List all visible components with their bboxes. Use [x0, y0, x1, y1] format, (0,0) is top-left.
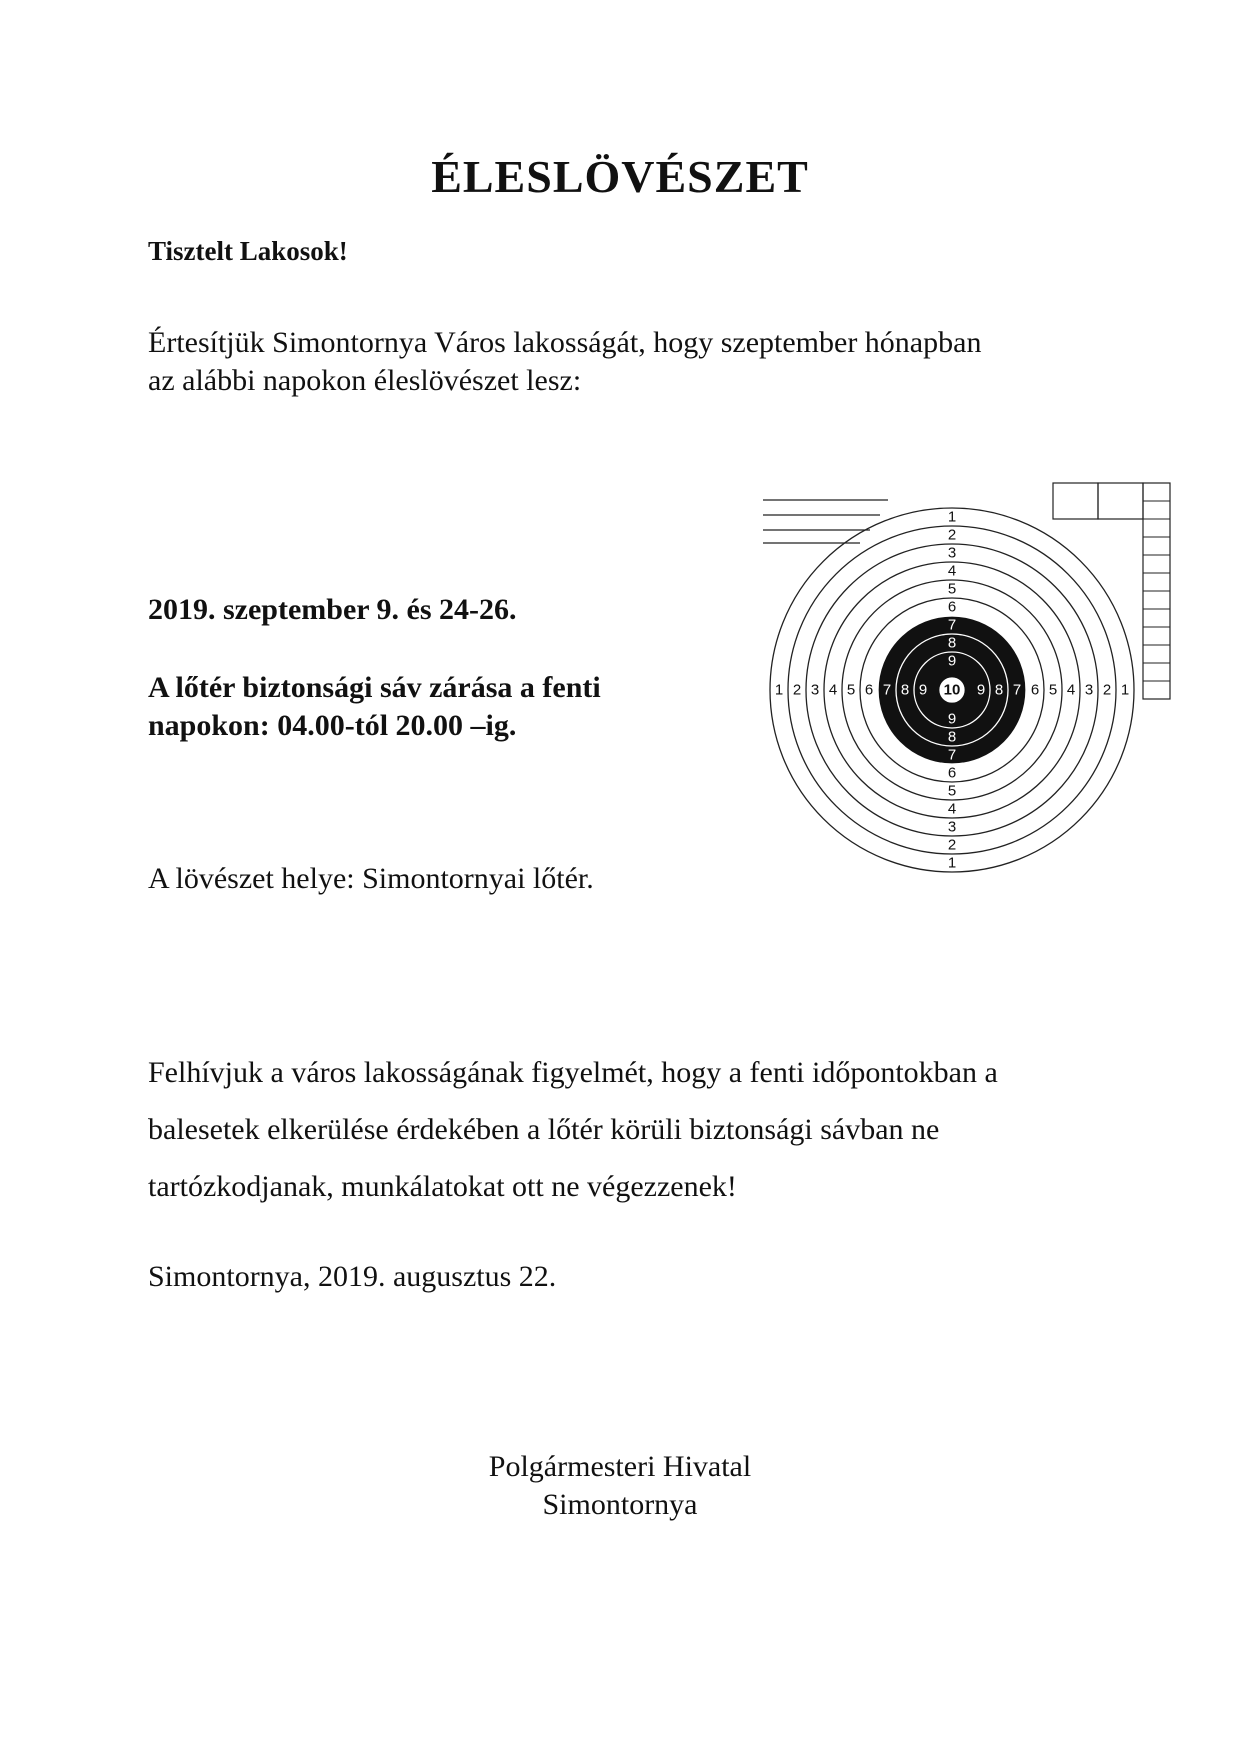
closure-notice	[148, 669, 601, 745]
target-ring-number: 4	[828, 681, 838, 699]
target-ring-number: 9	[918, 681, 928, 699]
closure-line: A lőtér biztonsági sáv zárása a fenti	[148, 671, 601, 704]
target-ring-number: 6	[947, 598, 957, 616]
target-ring-number: 2	[792, 681, 802, 699]
target-ring-number: 1	[1120, 681, 1130, 699]
target-ring-number: 2	[947, 526, 957, 544]
target-ring-number: 5	[947, 580, 957, 598]
target-ring-number: 1	[947, 508, 957, 526]
warning-line: balesetek elkerülése érdekében a lőtér körüli biztonsági sávban ne	[148, 1113, 940, 1146]
target-ring-number: 6	[947, 764, 957, 782]
target-ring-number: 4	[947, 800, 957, 818]
target-ring-number: 5	[947, 782, 957, 800]
target-ring-number: 1	[947, 854, 957, 872]
target-ring-number: 6	[1030, 681, 1040, 699]
target-ring-number: 3	[810, 681, 820, 699]
target-ring-number: 5	[1048, 681, 1058, 699]
score-box	[1053, 483, 1098, 519]
target-ring-number: 8	[994, 681, 1004, 699]
shooting-dates: 2019. szeptember 9. és 24-26.	[148, 593, 517, 626]
target-ring-number: 6	[864, 681, 874, 699]
target-ring-number: 4	[947, 562, 957, 580]
intro-line: Értesítjük Simontornya Város lakosságát, hogy szeptember hónapban	[148, 326, 982, 359]
target-ring-number: 7	[947, 746, 957, 764]
target-ring-number: 9	[976, 681, 986, 699]
target-ring-number: 1	[774, 681, 784, 699]
signature-block	[0, 1448, 1240, 1524]
target-ring-number: 10	[943, 681, 961, 699]
target-ring-number: 5	[846, 681, 856, 699]
score-box	[1098, 483, 1143, 519]
target-ring-number: 8	[947, 728, 957, 746]
warning-line: tartózkodjanak, munkálatokat ott ne végezzenek!	[148, 1170, 737, 1203]
shooting-target-icon	[760, 480, 1190, 880]
warning-paragraph	[148, 1044, 998, 1215]
target-ring-number: 3	[947, 544, 957, 562]
greeting: Tisztelt Lakosok!	[148, 236, 348, 266]
shooting-location: A lövészet helye: Simontornyai lőtér.	[148, 862, 594, 895]
warning-line: Felhívjuk a város lakosságának figyelmét, hogy a fenti időpontokban a	[148, 1056, 998, 1089]
page-title: ÉLESLÖVÉSZET	[431, 151, 809, 202]
place-and-date: Simontornya, 2019. augusztus 22.	[148, 1260, 557, 1293]
target-ring-number: 7	[882, 681, 892, 699]
target-ring-number: 8	[947, 634, 957, 652]
target-ring-number: 8	[900, 681, 910, 699]
target-ring-number: 9	[947, 710, 957, 728]
target-ring-number: 3	[1084, 681, 1094, 699]
target-ring-number: 2	[1102, 681, 1112, 699]
intro-paragraph	[148, 324, 981, 400]
signature-town: Simontornya	[542, 1488, 698, 1521]
closure-line: napokon: 04.00-tól 20.00 –ig.	[148, 709, 517, 742]
target-ring-number: 4	[1066, 681, 1076, 699]
target-ring-number: 7	[947, 616, 957, 634]
target-ring-number: 3	[947, 818, 957, 836]
target-ring-number: 9	[947, 652, 957, 670]
signature-office: Polgármesteri Hivatal	[488, 1450, 752, 1483]
target-ring-number: 7	[1012, 681, 1022, 699]
intro-line: az alábbi napokon éleslövészet lesz:	[148, 364, 582, 397]
target-ring-number: 2	[947, 836, 957, 854]
